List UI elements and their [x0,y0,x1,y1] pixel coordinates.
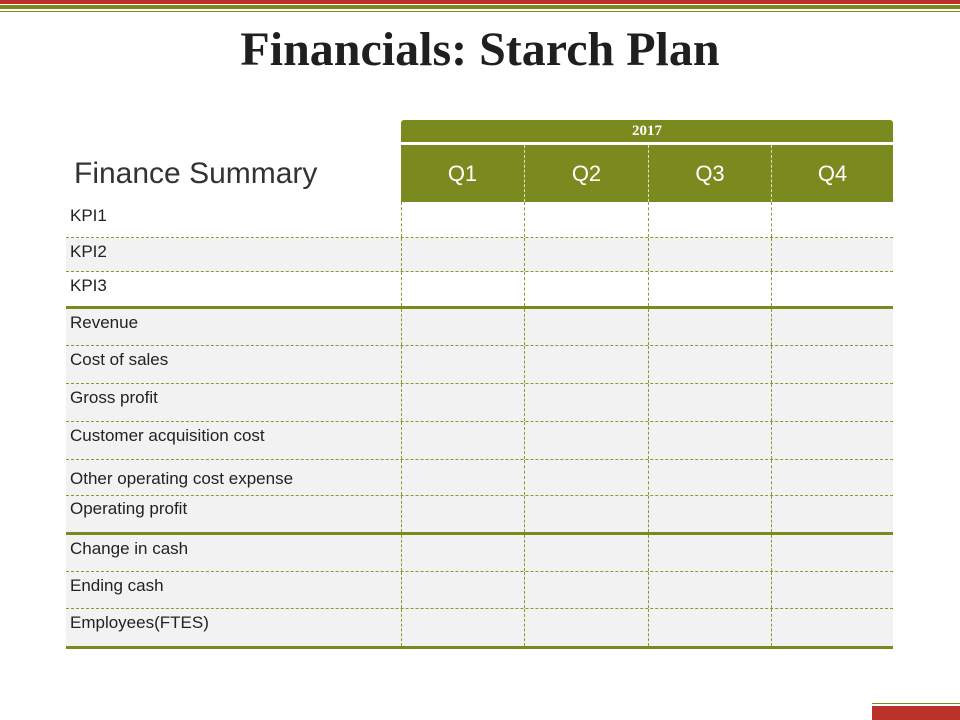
table-row [66,609,893,649]
value-cell-q2 [524,202,648,237]
value-cell-q4 [771,309,893,345]
row-label: Ending cash [70,576,164,595]
row-label: Revenue [70,313,139,332]
value-cell-q2 [524,460,648,495]
table-row [66,272,893,309]
value-cell-q1 [401,238,524,271]
value-cell-q4 [771,238,893,271]
value-cell-q4 [771,346,893,383]
table-row [66,572,893,609]
value-cell-q3 [648,272,771,306]
quarter-header-q2: Q2 [524,145,648,202]
table-row [66,202,893,238]
finance-summary-table [66,202,893,646]
table-row [66,460,893,496]
bottom-accent-bar [872,706,960,720]
row-label: Cost of sales [70,350,169,369]
value-cell-q4 [771,609,893,646]
value-cell-q2 [524,309,648,345]
value-cell-q1 [401,496,524,532]
value-cell-q1 [401,384,524,421]
value-cell-q3 [648,384,771,421]
value-cell-q2 [524,346,648,383]
quarter-header-q4: Q4 [771,145,893,202]
value-cell-q1 [401,346,524,383]
table-row [66,238,893,272]
row-label: KPI2 [70,242,107,261]
value-cell-q4 [771,202,893,237]
value-cell-q1 [401,272,524,306]
value-cell-q2 [524,609,648,646]
value-cell-q2 [524,572,648,608]
value-cell-q4 [771,572,893,608]
value-cell-q1 [401,202,524,237]
value-cell-q4 [771,272,893,306]
value-cell-q4 [771,460,893,495]
value-cell-q2 [524,238,648,271]
table-row [66,309,893,346]
value-cell-q2 [524,535,648,571]
value-cell-q4 [771,496,893,532]
value-cell-q1 [401,572,524,608]
top-accent-bar-red [0,0,960,4]
value-cell-q3 [648,496,771,532]
value-cell-q2 [524,422,648,459]
value-cell-q4 [771,422,893,459]
value-cell-q3 [648,572,771,608]
slide-title: Financials: Starch Plan [240,23,720,76]
row-label: Operating profit [70,499,188,518]
table-row [66,346,893,384]
row-label: Customer acquisition cost [70,426,265,445]
value-cell-q3 [648,202,771,237]
value-cell-q3 [648,535,771,571]
top-accent-bar-olive [0,5,960,9]
table-row [66,496,893,535]
value-cell-q3 [648,422,771,459]
quarter-header-q3: Q3 [648,145,771,202]
table-row [66,535,893,572]
value-cell-q3 [648,309,771,345]
finance-summary-heading: Finance Summary [74,157,318,190]
row-label: Change in cash [70,539,189,558]
value-cell-q4 [771,384,893,421]
row-label: KPI1 [70,206,107,225]
top-accent-line [0,11,960,12]
value-cell-q3 [648,609,771,646]
value-cell-q3 [648,460,771,495]
row-label: Other operating cost expense [70,469,294,488]
row-label: Employees(FTES) [70,613,209,632]
value-cell-q2 [524,384,648,421]
value-cell-q1 [401,609,524,646]
value-cell-q1 [401,535,524,571]
value-cell-q3 [648,238,771,271]
value-cell-q1 [401,309,524,345]
value-cell-q2 [524,496,648,532]
value-cell-q4 [771,535,893,571]
value-cell-q2 [524,272,648,306]
row-label: KPI3 [70,276,107,295]
row-label: Gross profit [70,388,158,407]
value-cell-q1 [401,460,524,495]
value-cell-q1 [401,422,524,459]
value-cell-q3 [648,346,771,383]
quarter-header-q1: Q1 [401,145,524,202]
bottom-accent-line [872,703,960,704]
year-header: 2017 [401,120,893,142]
table-row [66,422,893,460]
table-row [66,384,893,422]
